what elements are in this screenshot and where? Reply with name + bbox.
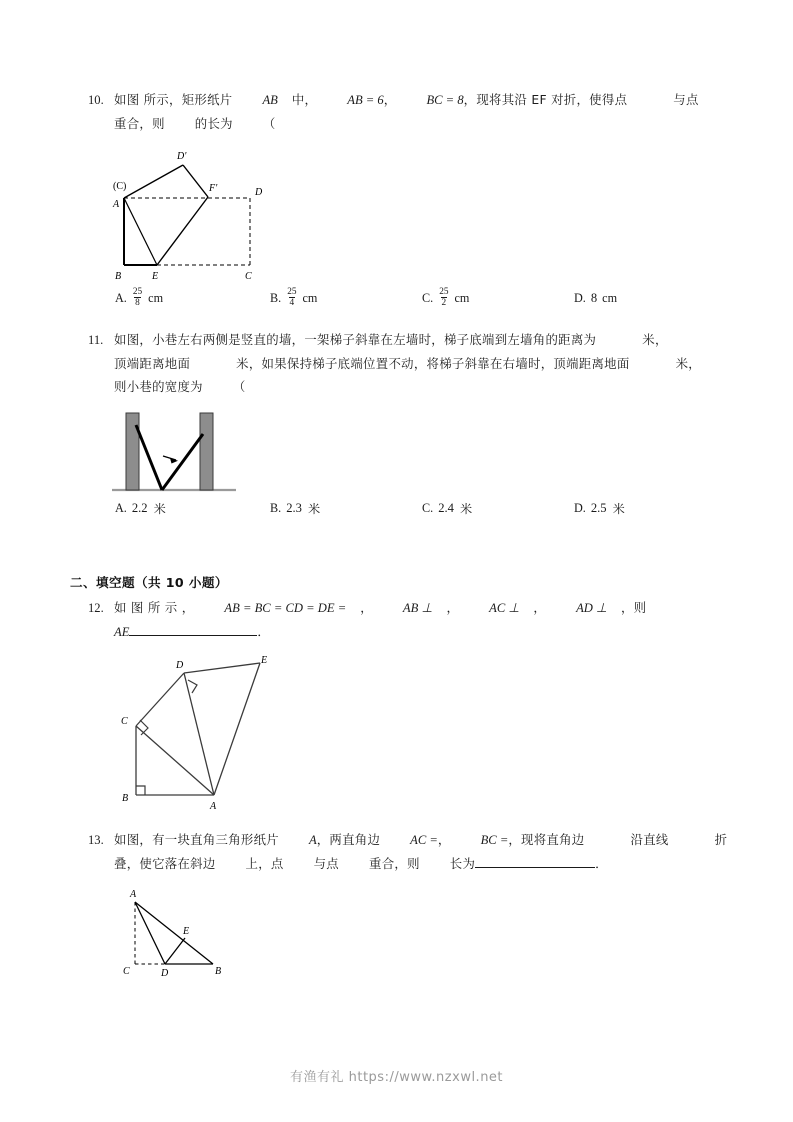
q13-line1-seg5: 沿直线	[630, 832, 669, 847]
q13-line1-seg3: ，	[437, 832, 451, 847]
q12-line1-seg5: ，则	[620, 600, 647, 615]
question-12-line-1	[88, 596, 733, 620]
q11-line3-seg2: （	[232, 379, 246, 394]
q10-opt-c-numerator: 25	[439, 287, 449, 297]
question-11	[88, 328, 733, 398]
q11-opt-a-value: 2.2	[131, 501, 148, 515]
q12-math-ab-perp: AB ⊥	[402, 601, 433, 615]
page-footer	[0, 1066, 793, 1085]
q12-line2-trailing: ．	[257, 624, 271, 639]
q12-label-a: A	[210, 801, 217, 812]
question-10-option-d[interactable]	[574, 288, 617, 309]
q10-math-ab-eq-6: AB = 6	[347, 93, 384, 107]
question-10-number: 10.	[88, 93, 104, 107]
q13-math-a: A	[308, 833, 317, 847]
q10-opt-b-label: B.	[270, 291, 282, 306]
q12-line1-seg1: 如 图 所 示 ，	[114, 600, 195, 615]
q11-line2-seg1: 顶端距离地面	[114, 356, 191, 371]
q12-label-e: E	[261, 655, 268, 666]
question-12-figure	[100, 650, 300, 820]
q13-label-d: D	[161, 968, 169, 979]
question-10-line-1	[88, 88, 728, 112]
question-10	[88, 88, 728, 135]
q10-opt-a-fraction	[132, 287, 143, 308]
q12-math-ac-perp: AC ⊥	[489, 601, 520, 615]
question-11-option-d[interactable]	[574, 500, 625, 517]
q10-label-b: B	[115, 271, 122, 282]
q12-line1-seg2: ，	[360, 600, 373, 615]
q13-line2-seg5: 长为	[449, 856, 476, 871]
q11-opt-a-label: A.	[115, 501, 127, 515]
q11-opt-d-unit: 米	[612, 502, 625, 516]
q11-opt-b-value: 2.3	[286, 501, 302, 515]
q13-label-a: A	[130, 889, 137, 900]
question-11-options	[115, 500, 715, 517]
question-13-figure	[105, 880, 255, 980]
q10-opt-a-numerator: 25	[132, 287, 143, 297]
q13-line2-seg2: 上，点	[245, 856, 284, 871]
q10-opt-a-label: A.	[115, 291, 127, 306]
q11-opt-a-unit: 米	[153, 502, 166, 516]
question-12-line-2	[88, 620, 733, 644]
q13-math-ac: AC =	[410, 833, 438, 847]
q13-line2-seg4: 重合，则	[369, 856, 420, 871]
q10-line2-seg3: （	[262, 116, 276, 131]
q13-answer-blank[interactable]	[475, 855, 595, 868]
question-13-line-2	[88, 852, 733, 875]
question-12	[88, 596, 733, 644]
q12-answer-blank[interactable]	[129, 623, 257, 636]
q13-line2-seg3: 与点	[313, 856, 339, 871]
q10-opt-b-numerator: 25	[287, 287, 297, 297]
q10-math-ab: AB	[262, 93, 278, 107]
q10-label-e: E	[152, 271, 159, 282]
question-11-number: 11.	[88, 333, 104, 347]
q10-label-d: D	[255, 187, 263, 198]
q10-label-c-paren: (C)	[113, 181, 127, 192]
question-10-option-a[interactable]	[115, 288, 270, 309]
question-10-options	[115, 288, 715, 309]
q13-line1-seg2: ，两直角边	[316, 832, 381, 847]
q11-opt-c-label: C.	[422, 501, 434, 515]
question-13	[88, 828, 733, 875]
question-11-option-c[interactable]	[422, 500, 574, 517]
q12-math-equal-chain: AB = BC = CD = DE =	[224, 601, 347, 615]
q10-opt-c-denominator: 2	[441, 298, 447, 309]
q10-opt-d-label: D.	[574, 291, 586, 306]
question-10-line-2	[88, 112, 728, 135]
q11-line1-seg1: 如图，小巷左右两侧是竖直的墙，一架梯子斜靠在左墙时，梯子底端到左墙角的距离为	[114, 332, 597, 347]
question-11-line-1	[88, 328, 733, 352]
q12-label-c: C	[121, 716, 128, 727]
question-13-line-1	[88, 828, 733, 852]
footer-site-url: https://www.nzxwl.net	[348, 1070, 504, 1085]
q13-line1-seg1: 如图，有一块直角三角形纸片	[114, 832, 279, 847]
q10-opt-a-denominator: 8	[135, 298, 140, 309]
footer-brand: 有渔有礼	[289, 1070, 344, 1085]
q10-label-a: A	[113, 199, 120, 210]
q10-text-seg4: ，现将其沿 EF 对折，使得点	[463, 92, 628, 107]
q12-label-d: D	[176, 660, 184, 671]
question-11-line-2	[88, 352, 733, 375]
q12-math-ad-perp: AD ⊥	[576, 601, 607, 615]
q11-line1-seg2: 米，	[642, 332, 668, 347]
q10-opt-c-unit: cm	[454, 291, 470, 306]
q12-label-b: B	[122, 793, 129, 804]
q11-line3-seg1: 则小巷的宽度为	[114, 379, 203, 394]
q12-math-ae: AE	[114, 625, 130, 639]
question-11-option-b[interactable]	[270, 500, 422, 517]
section-heading-fill-in-blanks: 二、填空题（共 10 小题）	[70, 575, 228, 590]
q10-text-seg3: ，	[383, 92, 397, 107]
q11-opt-b-unit: 米	[307, 502, 321, 516]
q11-opt-c-value: 2.4	[438, 501, 454, 515]
q13-label-c: C	[123, 966, 130, 977]
q10-opt-a-unit: cm	[148, 291, 164, 306]
q10-opt-b-unit: cm	[302, 291, 318, 306]
q13-line2-seg1: 叠，使它落在斜边	[114, 856, 216, 871]
question-12-number: 12.	[88, 601, 104, 615]
q10-line2-seg2: 的长为	[194, 116, 233, 131]
q13-line2-trailing: ．	[595, 856, 608, 871]
q13-line1-seg4: ，现将直角边	[508, 832, 585, 847]
question-11-line-3	[88, 375, 733, 398]
q10-opt-c-label: C.	[422, 291, 434, 306]
question-10-option-c[interactable]	[422, 288, 574, 309]
q10-opt-b-fraction	[286, 287, 297, 308]
q11-line2-seg3: 米，	[675, 356, 701, 371]
q11-opt-b-label: B.	[270, 501, 282, 515]
q10-opt-d-unit: cm	[602, 291, 618, 306]
q10-opt-d-value: 8	[590, 291, 598, 306]
q10-text-seg1: 如图 所示，矩形纸片	[114, 92, 233, 107]
q10-label-c: C	[245, 271, 252, 282]
q13-line1-seg6: 折	[714, 832, 728, 847]
q11-opt-d-label: D.	[574, 501, 586, 515]
q10-math-bc-eq-8: BC = 8	[426, 93, 464, 107]
question-11-figure	[108, 402, 248, 500]
q11-opt-c-unit: 米	[459, 502, 473, 516]
q12-line1-seg3: ，	[446, 600, 460, 615]
question-10-figure	[105, 145, 305, 285]
q13-label-e: E	[183, 926, 190, 937]
q11-opt-d-value: 2.5	[590, 501, 607, 515]
question-11-option-a[interactable]	[115, 500, 270, 517]
q11-line2-seg2: 米，如果保持梯子底端位置不动，将梯子斜靠在右墙时，顶端距离地面	[236, 356, 630, 371]
q10-text-seg2: 中，	[291, 92, 318, 107]
q10-opt-b-denominator: 4	[289, 298, 295, 309]
q13-math-bc: BC =	[480, 833, 509, 847]
q10-label-f-prime: F'	[209, 183, 218, 194]
question-10-option-b[interactable]	[270, 288, 422, 309]
q10-opt-c-fraction	[438, 287, 449, 308]
q10-label-d-prime: D'	[177, 151, 187, 162]
q12-line1-seg4: ，	[533, 600, 547, 615]
question-13-number: 13.	[88, 833, 104, 847]
q13-label-b: B	[215, 966, 222, 977]
q10-text-seg5: 与点	[673, 92, 699, 107]
q10-line2-seg1: 重合，则	[114, 116, 165, 131]
